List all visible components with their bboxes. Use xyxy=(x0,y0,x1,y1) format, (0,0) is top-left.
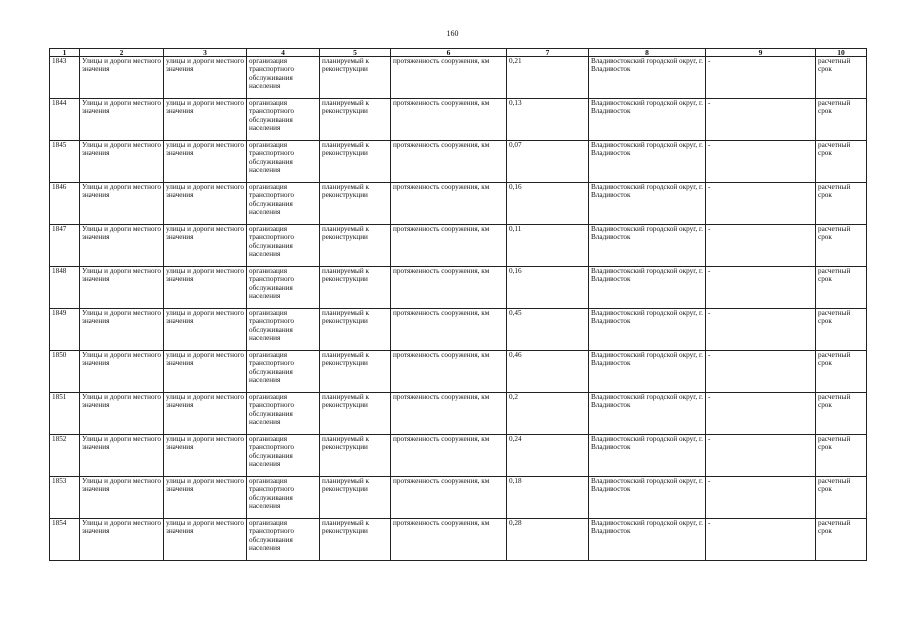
characteristic-value-cell: 0,21 xyxy=(507,57,589,99)
zone-cell: - xyxy=(706,309,816,351)
characteristic-value-cell: 0,16 xyxy=(507,267,589,309)
column-header-8: 8 xyxy=(589,49,706,57)
zone-cell: - xyxy=(706,99,816,141)
implementation-term-cell: расчетный срок xyxy=(816,225,867,267)
implementation-term-cell: расчетный срок xyxy=(816,309,867,351)
location-cell: Владивостокский городской округ, г. Владивосток xyxy=(589,351,706,393)
column-header-7: 7 xyxy=(507,49,589,57)
characteristic-value-cell: 0,45 xyxy=(507,309,589,351)
location-cell: Владивостокский городской округ, г. Владивосток xyxy=(589,141,706,183)
column-header-1: 1 xyxy=(50,49,80,57)
table-row xyxy=(50,267,867,309)
implementation-term-cell: расчетный срок xyxy=(816,393,867,435)
object-type-cell: улицы и дороги местного значения xyxy=(164,99,247,141)
object-purpose-cell: организация транспортного обслуживания населения xyxy=(247,477,320,519)
object-status-cell: планируемый к реконструкции xyxy=(320,99,391,141)
table-row xyxy=(50,519,867,561)
characteristic-value-cell: 0,07 xyxy=(507,141,589,183)
characteristic-value-cell: 0,16 xyxy=(507,183,589,225)
table-row xyxy=(50,57,867,99)
table-row xyxy=(50,435,867,477)
location-cell: Владивостокский городской округ, г. Владивосток xyxy=(589,99,706,141)
characteristic-cell: протяженность сооружения, км xyxy=(391,99,507,141)
column-header-6: 6 xyxy=(391,49,507,57)
implementation-term-cell: расчетный срок xyxy=(816,183,867,225)
location-cell: Владивостокский городской округ, г. Владивосток xyxy=(589,183,706,225)
object-status-cell: планируемый к реконструкции xyxy=(320,57,391,99)
object-status-cell: планируемый к реконструкции xyxy=(320,267,391,309)
characteristic-value-cell: 0,18 xyxy=(507,477,589,519)
column-number-row xyxy=(50,49,867,57)
row-number-cell: 1852 xyxy=(50,435,80,477)
characteristic-value-cell: 0,13 xyxy=(507,99,589,141)
zone-cell: - xyxy=(706,225,816,267)
object-status-cell: планируемый к реконструкции xyxy=(320,225,391,267)
characteristic-value-cell: 0,24 xyxy=(507,435,589,477)
location-cell: Владивостокский городской округ, г. Владивосток xyxy=(589,309,706,351)
characteristic-value-cell: 0,2 xyxy=(507,393,589,435)
object-name-cell: Улицы и дороги местного значения xyxy=(80,477,164,519)
table-body xyxy=(50,57,867,561)
table-row xyxy=(50,477,867,519)
object-name-cell: Улицы и дороги местного значения xyxy=(80,57,164,99)
object-type-cell: улицы и дороги местного значения xyxy=(164,477,247,519)
column-header-4: 4 xyxy=(247,49,320,57)
characteristic-cell: протяженность сооружения, км xyxy=(391,141,507,183)
object-type-cell: улицы и дороги местного значения xyxy=(164,183,247,225)
object-status-cell: планируемый к реконструкции xyxy=(320,477,391,519)
object-name-cell: Улицы и дороги местного значения xyxy=(80,141,164,183)
table-row xyxy=(50,351,867,393)
object-purpose-cell: организация транспортного обслуживания населения xyxy=(247,99,320,141)
object-name-cell: Улицы и дороги местного значения xyxy=(80,183,164,225)
object-purpose-cell: организация транспортного обслуживания населения xyxy=(247,393,320,435)
column-header-10: 10 xyxy=(816,49,867,57)
page-number: 160 xyxy=(446,29,459,38)
object-type-cell: улицы и дороги местного значения xyxy=(164,351,247,393)
row-number-cell: 1854 xyxy=(50,519,80,561)
implementation-term-cell: расчетный срок xyxy=(816,99,867,141)
row-number-cell: 1846 xyxy=(50,183,80,225)
object-type-cell: улицы и дороги местного значения xyxy=(164,267,247,309)
registry-table xyxy=(49,48,867,561)
object-status-cell: планируемый к реконструкции xyxy=(320,183,391,225)
object-purpose-cell: организация транспортного обслуживания населения xyxy=(247,309,320,351)
object-purpose-cell: организация транспортного обслуживания населения xyxy=(247,267,320,309)
object-type-cell: улицы и дороги местного значения xyxy=(164,519,247,561)
row-number-cell: 1844 xyxy=(50,99,80,141)
table-row xyxy=(50,309,867,351)
object-purpose-cell: организация транспортного обслуживания населения xyxy=(247,435,320,477)
characteristic-cell: протяженность сооружения, км xyxy=(391,309,507,351)
row-number-cell: 1851 xyxy=(50,393,80,435)
object-name-cell: Улицы и дороги местного значения xyxy=(80,225,164,267)
characteristic-value-cell: 0,46 xyxy=(507,351,589,393)
location-cell: Владивостокский городской округ, г. Владивосток xyxy=(589,393,706,435)
location-cell: Владивостокский городской округ, г. Владивосток xyxy=(589,519,706,561)
implementation-term-cell: расчетный срок xyxy=(816,477,867,519)
column-header-5: 5 xyxy=(320,49,391,57)
object-name-cell: Улицы и дороги местного значения xyxy=(80,519,164,561)
row-number-cell: 1845 xyxy=(50,141,80,183)
location-cell: Владивостокский городской округ, г. Владивосток xyxy=(589,435,706,477)
object-purpose-cell: организация транспортного обслуживания населения xyxy=(247,141,320,183)
location-cell: Владивостокский городской округ, г. Владивосток xyxy=(589,267,706,309)
row-number-cell: 1848 xyxy=(50,267,80,309)
characteristic-cell: протяженность сооружения, км xyxy=(391,351,507,393)
characteristic-cell: протяженность сооружения, км xyxy=(391,435,507,477)
object-purpose-cell: организация транспортного обслуживания населения xyxy=(247,57,320,99)
object-type-cell: улицы и дороги местного значения xyxy=(164,57,247,99)
object-status-cell: планируемый к реконструкции xyxy=(320,435,391,477)
object-type-cell: улицы и дороги местного значения xyxy=(164,141,247,183)
characteristic-cell: протяженность сооружения, км xyxy=(391,183,507,225)
characteristic-cell: протяженность сооружения, км xyxy=(391,57,507,99)
table-row xyxy=(50,393,867,435)
row-number-cell: 1849 xyxy=(50,309,80,351)
zone-cell: - xyxy=(706,435,816,477)
object-status-cell: планируемый к реконструкции xyxy=(320,309,391,351)
table-row xyxy=(50,225,867,267)
column-header-9: 9 xyxy=(706,49,816,57)
implementation-term-cell: расчетный срок xyxy=(816,519,867,561)
implementation-term-cell: расчетный срок xyxy=(816,267,867,309)
object-name-cell: Улицы и дороги местного значения xyxy=(80,309,164,351)
location-cell: Владивостокский городской округ, г. Владивосток xyxy=(589,477,706,519)
implementation-term-cell: расчетный срок xyxy=(816,351,867,393)
object-purpose-cell: организация транспортного обслуживания населения xyxy=(247,225,320,267)
object-name-cell: Улицы и дороги местного значения xyxy=(80,267,164,309)
object-type-cell: улицы и дороги местного значения xyxy=(164,225,247,267)
characteristic-cell: протяженность сооружения, км xyxy=(391,393,507,435)
characteristic-value-cell: 0,28 xyxy=(507,519,589,561)
zone-cell: - xyxy=(706,57,816,99)
column-header-2: 2 xyxy=(80,49,164,57)
object-purpose-cell: организация транспортного обслуживания населения xyxy=(247,183,320,225)
zone-cell: - xyxy=(706,477,816,519)
object-type-cell: улицы и дороги местного значения xyxy=(164,309,247,351)
characteristic-cell: протяженность сооружения, км xyxy=(391,267,507,309)
zone-cell: - xyxy=(706,519,816,561)
row-number-cell: 1853 xyxy=(50,477,80,519)
object-name-cell: Улицы и дороги местного значения xyxy=(80,393,164,435)
table-row xyxy=(50,141,867,183)
object-name-cell: Улицы и дороги местного значения xyxy=(80,351,164,393)
implementation-term-cell: расчетный срок xyxy=(816,57,867,99)
object-status-cell: планируемый к реконструкции xyxy=(320,393,391,435)
table-row xyxy=(50,99,867,141)
row-number-cell: 1850 xyxy=(50,351,80,393)
zone-cell: - xyxy=(706,141,816,183)
object-type-cell: улицы и дороги местного значения xyxy=(164,393,247,435)
object-purpose-cell: организация транспортного обслуживания населения xyxy=(247,519,320,561)
table-row xyxy=(50,183,867,225)
row-number-cell: 1843 xyxy=(50,57,80,99)
object-type-cell: улицы и дороги местного значения xyxy=(164,435,247,477)
characteristic-cell: протяженность сооружения, км xyxy=(391,225,507,267)
object-status-cell: планируемый к реконструкции xyxy=(320,351,391,393)
object-purpose-cell: организация транспортного обслуживания населения xyxy=(247,351,320,393)
object-status-cell: планируемый к реконструкции xyxy=(320,519,391,561)
object-name-cell: Улицы и дороги местного значения xyxy=(80,99,164,141)
characteristic-cell: протяженность сооружения, км xyxy=(391,519,507,561)
zone-cell: - xyxy=(706,183,816,225)
implementation-term-cell: расчетный срок xyxy=(816,435,867,477)
row-number-cell: 1847 xyxy=(50,225,80,267)
location-cell: Владивостокский городской округ, г. Владивосток xyxy=(589,57,706,99)
zone-cell: - xyxy=(706,267,816,309)
location-cell: Владивостокский городской округ, г. Владивосток xyxy=(589,225,706,267)
characteristic-value-cell: 0,11 xyxy=(507,225,589,267)
object-name-cell: Улицы и дороги местного значения xyxy=(80,435,164,477)
zone-cell: - xyxy=(706,393,816,435)
column-header-3: 3 xyxy=(164,49,247,57)
object-status-cell: планируемый к реконструкции xyxy=(320,141,391,183)
characteristic-cell: протяженность сооружения, км xyxy=(391,477,507,519)
zone-cell: - xyxy=(706,351,816,393)
implementation-term-cell: расчетный срок xyxy=(816,141,867,183)
